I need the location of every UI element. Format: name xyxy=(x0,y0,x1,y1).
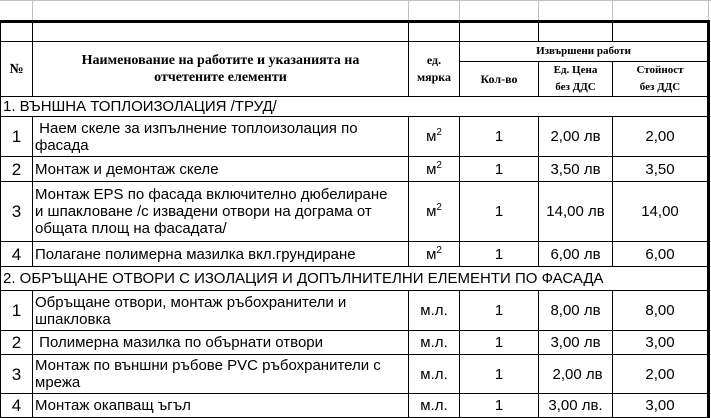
table-row xyxy=(1,157,709,182)
cell[interactable] xyxy=(1,22,33,42)
row-description[interactable] xyxy=(33,355,409,394)
row-price[interactable]: 2,00 лв xyxy=(539,117,613,157)
description-line: общата площ на фасадата/ xyxy=(35,220,227,237)
unit-text: м xyxy=(426,128,437,145)
header-unit-price-line1: Ед. Цена xyxy=(553,64,598,76)
row-price[interactable]: 3,00 лв. xyxy=(539,394,613,418)
cell[interactable] xyxy=(613,22,709,42)
header-number: № xyxy=(1,42,33,97)
row-value[interactable]: 2,00 xyxy=(613,355,709,394)
row-unit[interactable] xyxy=(409,242,460,267)
unit-superscript: 2 xyxy=(436,244,442,256)
cell[interactable] xyxy=(460,22,539,42)
header-name-line2: отчетените елементи xyxy=(154,70,287,85)
description-line: и шпакловане /с извадени отвори на дограма от xyxy=(35,203,372,220)
row-number[interactable]: 2 xyxy=(1,157,33,182)
row-price[interactable]: 14,00 лв xyxy=(539,182,613,242)
header-done-works: Извършени работи xyxy=(460,42,709,62)
header-name xyxy=(33,42,409,97)
table-row xyxy=(1,355,709,394)
cell[interactable] xyxy=(539,22,613,42)
section-row xyxy=(1,267,709,291)
row-qty[interactable]: 1 xyxy=(460,117,539,157)
bill-of-quantities-table xyxy=(0,20,710,418)
description-line: шпакловка xyxy=(35,310,111,328)
header-name-line1: Наименование на работите и указанията на xyxy=(81,53,360,68)
description-line: Монтаж EPS по фасада включително дюбелиране xyxy=(35,186,388,203)
row-unit[interactable] xyxy=(409,157,460,182)
row-number[interactable]: 1 xyxy=(1,117,33,157)
table-row xyxy=(1,331,709,355)
row-value[interactable]: 3,00 xyxy=(613,394,709,418)
row-value[interactable]: 8,00 xyxy=(613,291,709,331)
row-price[interactable]: 3,50 лв xyxy=(539,157,613,182)
row-description[interactable] xyxy=(33,291,409,331)
row-number[interactable]: 2 xyxy=(1,331,33,355)
unit-text: м xyxy=(426,245,437,263)
row-description[interactable] xyxy=(33,182,409,242)
row-qty[interactable]: 1 xyxy=(460,157,539,182)
blank-row xyxy=(1,22,709,42)
row-value[interactable]: 14,00 xyxy=(613,182,709,242)
section-row xyxy=(1,97,709,117)
unit-superscript: 2 xyxy=(436,159,442,171)
row-price[interactable]: 8,00 лв xyxy=(539,291,613,331)
header-qty: Кол-во xyxy=(460,62,539,97)
row-qty[interactable]: 1 xyxy=(460,242,539,267)
row-qty[interactable]: 1 xyxy=(460,355,539,394)
header-value-line2: без ДДС xyxy=(639,81,681,93)
description-line: Обръщане отвори, монтаж ръбохранители и xyxy=(35,293,347,311)
table-row xyxy=(1,394,709,418)
row-value[interactable]: 3,00 xyxy=(613,331,709,355)
row-number[interactable]: 3 xyxy=(1,182,33,242)
header-unit-price xyxy=(539,62,613,97)
unit-superscript: 2 xyxy=(436,127,442,138)
row-number[interactable]: 1 xyxy=(1,291,33,331)
header-unit-price-line2: без ДДС xyxy=(555,81,596,93)
table-row xyxy=(1,117,709,157)
row-price[interactable]: 2,00 лв xyxy=(539,355,613,394)
row-unit[interactable]: м.л. xyxy=(409,331,460,355)
header-row-1 xyxy=(1,42,709,62)
row-number[interactable]: 4 xyxy=(1,242,33,267)
cell[interactable] xyxy=(409,22,460,42)
unit-text: м xyxy=(426,160,437,178)
row-description[interactable] xyxy=(33,331,409,355)
row-value[interactable]: 2,00 xyxy=(613,117,709,157)
row-number[interactable]: 3 xyxy=(1,355,33,394)
row-description[interactable] xyxy=(33,117,409,157)
row-price[interactable]: 6,00 лв xyxy=(539,242,613,267)
header-value-line1: Стойност xyxy=(636,64,684,76)
section-title[interactable]: 1. ВЪНШНА ТОПЛОИЗОЛАЦИЯ /ТРУД/ xyxy=(1,97,709,117)
description-line: фасада xyxy=(35,136,89,154)
header-unit-line1: ед. xyxy=(426,53,442,67)
description-line: Монтаж и демонтаж скеле xyxy=(35,160,219,178)
cell[interactable] xyxy=(33,22,409,42)
row-unit[interactable]: м.л. xyxy=(409,394,460,418)
row-unit[interactable]: м.л. xyxy=(409,355,460,394)
empty-grid-row xyxy=(0,0,711,20)
unit-text: м xyxy=(426,203,437,220)
row-unit[interactable] xyxy=(409,182,460,242)
table-row xyxy=(1,242,709,267)
row-number[interactable]: 4 xyxy=(1,394,33,418)
row-qty[interactable]: 1 xyxy=(460,291,539,331)
header-unit-line2: мярка xyxy=(416,70,452,84)
description-line: мрежа xyxy=(35,374,81,391)
description-line: Полагане полимерна мазилка вкл.грундиране xyxy=(35,245,356,263)
description-line: Монтаж по външни ръбове PVC ръбохранители с xyxy=(35,357,381,374)
description-line: Полимерна мазилка по обърнати отвори xyxy=(35,334,324,351)
header-unit xyxy=(409,42,460,97)
row-unit[interactable] xyxy=(409,117,460,157)
row-description[interactable] xyxy=(33,157,409,182)
row-price[interactable]: 3,00 лв xyxy=(539,331,613,355)
row-unit[interactable]: м.л. xyxy=(409,291,460,331)
row-qty[interactable]: 1 xyxy=(460,394,539,418)
row-description[interactable] xyxy=(33,242,409,267)
description-line: Наем скеле за изпълнение топлоизолация по xyxy=(35,119,358,137)
header-value xyxy=(613,62,709,97)
row-qty[interactable]: 1 xyxy=(460,182,539,242)
row-value[interactable]: 6,00 xyxy=(613,242,709,267)
row-value[interactable]: 3,50 xyxy=(613,157,709,182)
table-row xyxy=(1,291,709,331)
row-description[interactable] xyxy=(33,394,409,418)
section-title[interactable]: 2. ОБРЪЩАНЕ ОТВОРИ С ИЗОЛАЦИЯ И ДОПЪЛНИТЕЛНИ ЕЛЕМЕНТИ ПО ФАСАДА xyxy=(1,267,709,291)
row-qty[interactable]: 1 xyxy=(460,331,539,355)
description-line: Монтаж окапващ ъгъл xyxy=(35,397,191,414)
unit-superscript: 2 xyxy=(436,202,442,213)
table-row xyxy=(1,182,709,242)
